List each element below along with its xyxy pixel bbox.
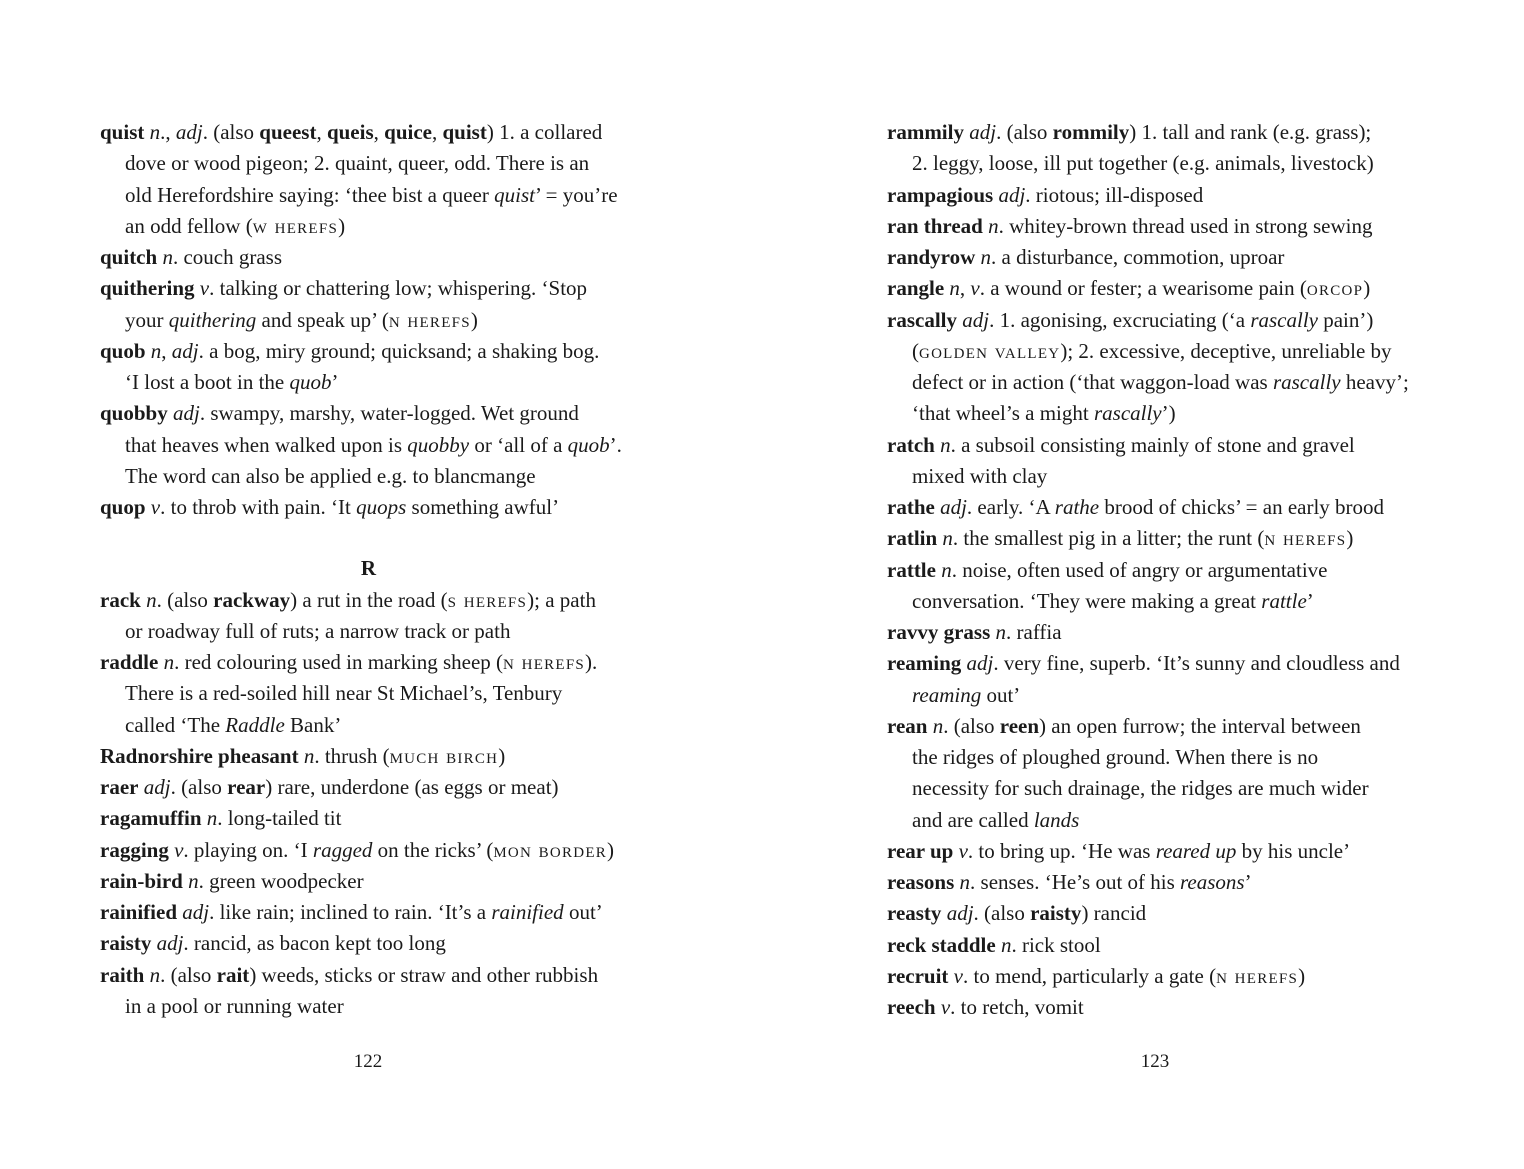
headword: quobby bbox=[100, 401, 168, 426]
italic-text: quob bbox=[567, 432, 610, 457]
dictionary-entry bbox=[887, 961, 1427, 992]
entry-text: ) an open furrow; the interval between bbox=[1039, 713, 1361, 738]
dictionary-entry bbox=[100, 960, 640, 1023]
dictionary-entry bbox=[887, 117, 1427, 180]
entry-text: , bbox=[316, 120, 327, 144]
italic-text: reared up bbox=[1155, 838, 1237, 863]
entry-text: . rick stool bbox=[1011, 932, 1101, 957]
italic-text: rascally bbox=[1093, 401, 1162, 426]
entry-text: ) 1. a collared bbox=[486, 120, 603, 144]
page-number-left: 122 bbox=[353, 1051, 383, 1072]
dictionary-entry bbox=[100, 647, 640, 741]
headword: ravvy grass bbox=[887, 620, 991, 644]
italic-text: quobby bbox=[407, 432, 470, 457]
headword: Radnorshire pheasant bbox=[100, 743, 299, 768]
headword: ragamuffin bbox=[100, 806, 202, 831]
dictionary-entry bbox=[887, 430, 1427, 493]
entry-text: your bbox=[125, 307, 169, 332]
entry-text: and speak up’ ( bbox=[256, 307, 389, 332]
italic-text: n bbox=[1000, 932, 1012, 957]
entry-text: . to bring up. ‘He was bbox=[967, 838, 1156, 863]
dictionary-entry bbox=[100, 336, 640, 399]
entry-text: . (also bbox=[943, 713, 1000, 738]
entry-text: ’ bbox=[1306, 588, 1314, 613]
italic-text: rascally bbox=[1272, 370, 1341, 394]
entry-text: Bank’ bbox=[284, 712, 342, 737]
headword: quop bbox=[100, 495, 146, 519]
dictionary-entry bbox=[100, 803, 640, 834]
entry-text: . talking or chattering low; whispering. ‘Stop bbox=[209, 276, 588, 301]
entry-text: something awful’ bbox=[406, 495, 560, 519]
italic-text: n bbox=[206, 806, 218, 831]
dictionary-entry bbox=[887, 648, 1427, 711]
entry-text: old Herefordshire saying: ‘thee bist a queer bbox=[125, 182, 495, 207]
entry-text: ) bbox=[338, 213, 346, 238]
region-label: n herefs bbox=[1264, 526, 1347, 551]
entry-text: . whitey-brown thread used in strong sewing bbox=[998, 213, 1373, 238]
headword: ratlin bbox=[887, 526, 938, 551]
entry-text: . (also bbox=[160, 962, 217, 987]
headword: raith bbox=[100, 962, 145, 987]
entry-text: . to throb with pain. ‘It bbox=[160, 495, 357, 519]
entry-text: . a wound or fester; a wearisome pain ( bbox=[979, 276, 1307, 301]
entry-text: . red colouring used in marking sheep ( bbox=[174, 650, 504, 674]
entry-text: by his uncle’ bbox=[1236, 838, 1351, 863]
entry-text: . like rain; inclined to rain. ‘It’s a bbox=[209, 900, 492, 924]
headword: rattle bbox=[887, 557, 936, 582]
entry-text: . noise, often used of angry or argumentative bbox=[951, 557, 1328, 582]
entry-text: . 1. agonising, excruciating (‘a bbox=[989, 307, 1251, 332]
headword: rangle bbox=[887, 276, 945, 301]
entry-text: , bbox=[431, 120, 443, 144]
entry-text: There is a red-soiled hill near St Michael’s, Tenbury bbox=[125, 681, 563, 706]
headword: rear bbox=[227, 775, 266, 799]
entry-text: ‘I lost a boot in the bbox=[125, 370, 290, 394]
italic-text: n bbox=[146, 587, 157, 612]
entry-text: The word can also be applied e.g. to blancmange bbox=[125, 463, 536, 488]
italic-text: adj bbox=[940, 495, 967, 519]
region-label: n herefs bbox=[1216, 963, 1299, 988]
entry-text: . a disturbance, commotion, uproar bbox=[991, 245, 1285, 269]
entry-text: out’ bbox=[981, 682, 1021, 707]
entry-text: or roadway full of ruts; a narrow track or path bbox=[125, 618, 511, 643]
entry-text: . the smallest pig in a litter; the runt ( bbox=[952, 526, 1265, 551]
italic-text: v bbox=[174, 837, 184, 862]
entry-text: 2. leggy, loose, ill put together (e.g. animals, livestock) bbox=[912, 151, 1374, 176]
entry-text: , bbox=[373, 120, 385, 144]
italic-text: v bbox=[953, 963, 963, 988]
dictionary-entry bbox=[887, 523, 1427, 554]
entry-text: heavy’; bbox=[1340, 370, 1409, 394]
entry-text: the ridges of ploughed ground. When there is no bbox=[912, 745, 1319, 769]
entry-text: . senses. ‘He’s out of his bbox=[970, 870, 1181, 894]
italic-text: quob bbox=[289, 370, 332, 394]
italic-text: n bbox=[188, 868, 199, 893]
headword: queis bbox=[326, 120, 374, 144]
right-page bbox=[887, 117, 1427, 1023]
dictionary-entry bbox=[887, 992, 1427, 1023]
entry-text: ); a path bbox=[527, 587, 596, 612]
entry-text: . rancid, as bacon kept too long bbox=[183, 931, 446, 956]
italic-text: n bbox=[162, 245, 173, 269]
region-label: orcop bbox=[1306, 276, 1364, 301]
italic-text: v bbox=[940, 995, 951, 1019]
entry-text: . (also bbox=[170, 775, 228, 799]
section-letter-heading: R bbox=[360, 556, 377, 581]
italic-text: n bbox=[980, 245, 992, 269]
entry-text: . thrush ( bbox=[314, 743, 390, 768]
entry-text: in a pool or running water bbox=[125, 993, 344, 1018]
dictionary-entry bbox=[887, 273, 1427, 304]
entry-text: dove or wood pigeon; 2. quaint, queer, odd. There is an bbox=[125, 151, 590, 176]
entry-text: out’ bbox=[563, 900, 603, 924]
headword: reen bbox=[999, 713, 1040, 738]
dictionary-entry bbox=[100, 772, 640, 803]
entry-text: or ‘all of a bbox=[469, 432, 568, 457]
headword: quithering bbox=[100, 276, 195, 301]
headword: randyrow bbox=[887, 245, 976, 269]
italic-text: n bbox=[988, 213, 999, 238]
italic-text: n bbox=[163, 650, 175, 674]
entry-text: brood of chicks’ = an early brood bbox=[1099, 495, 1385, 519]
italic-text: rascally bbox=[1250, 307, 1318, 332]
entry-text: ., bbox=[160, 120, 176, 144]
entry-text: defect or in action (‘that waggon-load was bbox=[912, 370, 1273, 394]
italic-text: adj bbox=[175, 120, 203, 144]
entry-text: ) rare, underdone (as eggs or meat) bbox=[265, 775, 559, 799]
headword: reaming bbox=[887, 651, 962, 676]
dictionary-entry bbox=[887, 867, 1427, 898]
entry-text: ) bbox=[1346, 526, 1354, 551]
dictionary-entry bbox=[100, 928, 640, 959]
entry-text: . a subsoil consisting mainly of stone and gravel bbox=[950, 432, 1355, 457]
dictionary-entry bbox=[100, 835, 640, 866]
headword: quist bbox=[100, 120, 145, 144]
entry-text: ’ = you’re bbox=[534, 182, 618, 207]
italic-text: quithering bbox=[168, 307, 257, 332]
entry-text: necessity for such drainage, the ridges are much wider bbox=[912, 776, 1369, 801]
dictionary-entry bbox=[100, 897, 640, 928]
italic-text: n bbox=[959, 870, 971, 894]
entry-text: . (also bbox=[202, 120, 260, 144]
entry-text: . couch grass bbox=[172, 245, 282, 269]
headword: ratch bbox=[887, 432, 935, 457]
italic-text: quist bbox=[494, 182, 535, 207]
italic-text: reasons bbox=[1180, 870, 1245, 894]
entry-text: . playing on. ‘I bbox=[183, 837, 313, 862]
headword: raisty bbox=[100, 931, 152, 956]
entry-text: ) bbox=[498, 743, 506, 768]
italic-text: reaming bbox=[912, 682, 982, 707]
entry-text: . very fine, superb. ‘It’s sunny and cloudless and bbox=[993, 651, 1400, 676]
entry-text: ) bbox=[470, 307, 478, 332]
italic-text: adj bbox=[143, 775, 171, 799]
region-label: much birch bbox=[389, 743, 499, 768]
headword: rear up bbox=[887, 838, 954, 863]
italic-text: adj bbox=[172, 401, 200, 426]
entry-text: called ‘The bbox=[125, 712, 226, 737]
italic-text: n bbox=[149, 962, 161, 987]
entry-text: . riotous; ill-disposed bbox=[1025, 182, 1204, 207]
headword: rait bbox=[216, 962, 250, 987]
headword: quist bbox=[442, 120, 487, 144]
headword: reasons bbox=[887, 870, 955, 894]
italic-text: v bbox=[958, 838, 968, 863]
headword: raddle bbox=[100, 650, 159, 674]
italic-text: v bbox=[150, 495, 161, 519]
entry-text: ) bbox=[1298, 963, 1306, 988]
entry-text: . long-tailed tit bbox=[217, 806, 342, 831]
headword: rain-bird bbox=[100, 868, 183, 893]
entry-text: . to mend, particularly a gate ( bbox=[963, 963, 1217, 988]
italic-text: n bbox=[941, 557, 952, 582]
italic-text: n bbox=[149, 120, 161, 144]
entry-text: . to retch, vomit bbox=[950, 995, 1084, 1019]
headword: reck staddle bbox=[887, 932, 996, 957]
dictionary-entry bbox=[100, 273, 640, 336]
italic-text: ragged bbox=[312, 837, 373, 862]
dictionary-entry bbox=[100, 117, 640, 242]
entry-text: ) weeds, sticks or straw and other rubbish bbox=[249, 962, 599, 987]
dictionary-entry bbox=[100, 492, 640, 523]
italic-text: adj bbox=[962, 307, 990, 332]
dictionary-entry bbox=[100, 398, 640, 492]
italic-text: adj bbox=[182, 900, 210, 924]
dictionary-entry bbox=[100, 741, 640, 772]
dictionary-entry bbox=[887, 617, 1427, 648]
entry-text: ( bbox=[912, 338, 919, 363]
region-label: w herefs bbox=[252, 213, 339, 238]
entry-text: ’ bbox=[1244, 870, 1252, 894]
headword: rammily bbox=[887, 120, 964, 144]
italic-text: rattle bbox=[1261, 588, 1307, 613]
dictionary-entry bbox=[887, 898, 1427, 929]
headword: rommily bbox=[1052, 120, 1130, 144]
dictionary-entry bbox=[100, 866, 640, 897]
headword: ran thread bbox=[887, 213, 983, 238]
headword: rean bbox=[887, 713, 928, 738]
italic-text: adj bbox=[969, 120, 997, 144]
italic-text: adj bbox=[966, 651, 994, 676]
headword: rainified bbox=[100, 900, 177, 924]
entry-text: and are called bbox=[912, 807, 1034, 832]
headword: raisty bbox=[1030, 901, 1082, 926]
headword: recruit bbox=[887, 963, 949, 988]
region-label: s herefs bbox=[447, 587, 528, 612]
headword: quitch bbox=[100, 245, 158, 269]
region-label: golden valley bbox=[919, 338, 1061, 363]
entry-text: ’. bbox=[609, 432, 622, 457]
italic-text: quops bbox=[356, 495, 407, 519]
dictionary-entry bbox=[100, 585, 640, 648]
italic-text: lands bbox=[1033, 807, 1080, 832]
headword: rackway bbox=[213, 587, 291, 612]
entry-text: , bbox=[959, 276, 971, 301]
italic-text: n bbox=[949, 276, 960, 301]
entry-text: that heaves when walked upon is bbox=[125, 432, 408, 457]
dictionary-entry bbox=[887, 555, 1427, 618]
headword: raer bbox=[100, 775, 139, 799]
italic-text: rainified bbox=[491, 900, 564, 924]
entry-text: on the ricks’ ( bbox=[372, 837, 494, 862]
dictionary-entry bbox=[100, 242, 640, 273]
entry-text: , bbox=[161, 338, 172, 363]
entry-text: ) bbox=[1363, 276, 1371, 301]
headword: reasty bbox=[887, 901, 942, 926]
region-label: n herefs bbox=[503, 650, 586, 674]
entry-text: ) bbox=[607, 837, 615, 862]
italic-text: adj bbox=[998, 182, 1026, 207]
headword: rampagious bbox=[887, 182, 994, 207]
entry-text: ) 1. tall and rank (e.g. grass); bbox=[1129, 120, 1372, 144]
dictionary-entry bbox=[887, 242, 1427, 273]
italic-text: n bbox=[995, 620, 1006, 644]
page-number-right: 123 bbox=[1140, 1051, 1170, 1072]
italic-text: v bbox=[970, 276, 980, 301]
dictionary-entry bbox=[887, 711, 1427, 836]
italic-text: n bbox=[932, 713, 944, 738]
left-page bbox=[100, 117, 640, 1022]
italic-text: adj bbox=[946, 901, 974, 926]
entry-text: . swampy, marshy, water-logged. Wet ground bbox=[199, 401, 579, 426]
entry-text: an odd fellow ( bbox=[125, 213, 253, 238]
italic-text: adj bbox=[171, 338, 199, 363]
headword: quob bbox=[100, 338, 146, 363]
headword: reech bbox=[887, 995, 936, 1019]
entry-text: . early. ‘A bbox=[966, 495, 1055, 519]
entry-text: pain’) bbox=[1317, 307, 1374, 332]
italic-text: n bbox=[942, 526, 953, 551]
italic-text: n bbox=[303, 743, 315, 768]
entry-text: ). bbox=[585, 650, 598, 674]
entry-text: . (also bbox=[156, 587, 214, 612]
headword: rathe bbox=[887, 495, 935, 519]
entry-text: . (also bbox=[996, 120, 1053, 144]
region-label: n herefs bbox=[388, 307, 471, 332]
dictionary-entry bbox=[887, 180, 1427, 211]
entry-text: ’ bbox=[331, 370, 339, 394]
italic-text: n bbox=[940, 432, 951, 457]
headword: queest bbox=[259, 120, 317, 144]
italic-text: v bbox=[199, 276, 210, 301]
entry-text: conversation. ‘They were making a great bbox=[912, 588, 1262, 613]
headword: rack bbox=[100, 587, 141, 612]
italic-text: n bbox=[150, 338, 162, 363]
entry-text: ) a rut in the road ( bbox=[290, 587, 448, 612]
entry-text: ‘that wheel’s a might bbox=[912, 401, 1094, 426]
entry-text: . raffia bbox=[1006, 620, 1062, 644]
headword: quice bbox=[384, 120, 432, 144]
dictionary-entry bbox=[887, 492, 1427, 523]
entry-text: . (also bbox=[973, 901, 1031, 926]
dictionary-entry bbox=[887, 836, 1427, 867]
entry-text: ) rancid bbox=[1081, 901, 1147, 926]
entry-text: . a bog, miry ground; quicksand; a shaking bog. bbox=[198, 338, 600, 363]
entry-text: mixed with clay bbox=[912, 463, 1048, 488]
italic-text: rathe bbox=[1054, 495, 1100, 519]
headword: ragging bbox=[100, 837, 169, 862]
dictionary-entry bbox=[887, 930, 1427, 961]
dictionary-entry bbox=[887, 211, 1427, 242]
italic-text: adj bbox=[156, 931, 184, 956]
dictionary-entry bbox=[887, 305, 1427, 430]
entry-text: . green woodpecker bbox=[198, 868, 364, 893]
region-label: mon border bbox=[493, 837, 608, 862]
entry-text: ’) bbox=[1161, 401, 1176, 426]
headword: rascally bbox=[887, 307, 957, 332]
italic-text: Raddle bbox=[225, 712, 285, 737]
entry-text: ); 2. excessive, deceptive, unreliable by bbox=[1060, 338, 1392, 363]
